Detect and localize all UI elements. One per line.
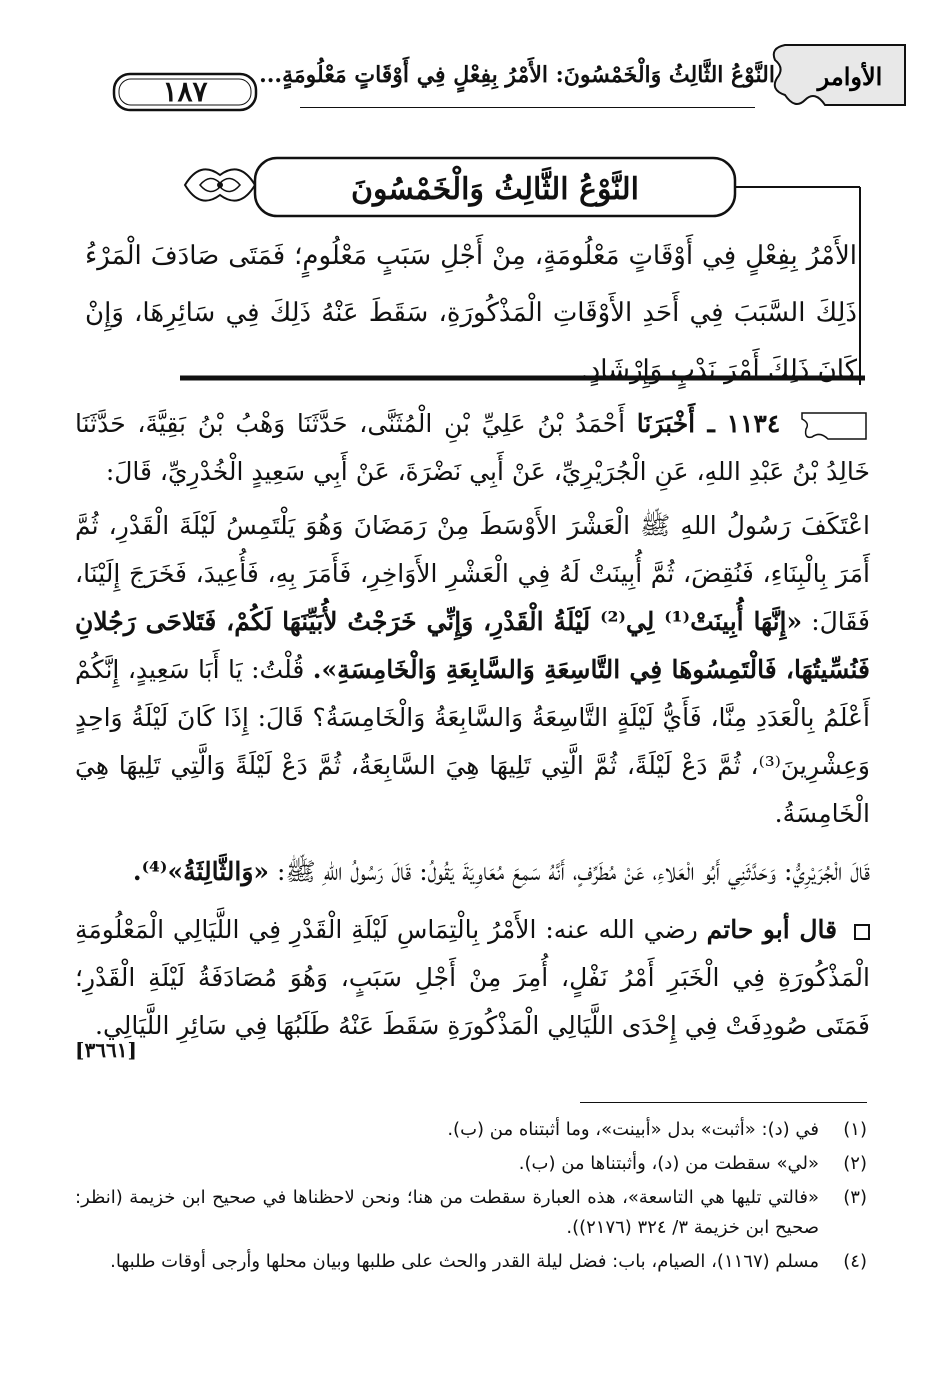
prophetic-quote: «إِنَّهَا أُبِينَتْ⁽¹⁾ لِي⁽²⁾ لَيْلَةُ الْقَدْرِ، وَإِنِّي خَرَجْتُ لأُبَيِّنَهَا لَكُمْ، فَتَلاحَى رَجُلانِ فَنُسِّيتُهَا، فَالْتَمِسُوهَا فِي التَّاسِعَةِ وَالسَّابِعَةِ وَالْخَامِسَةِ».: [75, 607, 870, 684]
matn-part-b: قُلْتُ: يَا أَبَا سَعِيدٍ، إِنَّكُمْ أَعْلَمُ بِالْعَدَدِ مِنَّا، فَأَيُّ لَيْلَةٍ التَّاسِعَةُ وَالسَّابِعَةُ وَالْخَامِسَةُ؟ قَالَ: إِذَا كَانَ لَيْلَةُ وَاحِدٍ وَعِشْرِينَ⁽³⁾، ثُمَّ دَعْ لَيْلَةً، ثُمَّ الَّتِي تَلِيهَا هِيَ السَّابِعَةُ، ثُمَّ دَعْ لَيْلَةً وَالَّتِي تَلِيهَا هِيَ الْخَامِسَةُ.: [75, 655, 870, 828]
header-rule: [300, 107, 755, 108]
footnote-text: في (د): «أثبت» بدل «أبينت»، وما أثبتناه من (ب).: [447, 1119, 819, 1140]
square-marker-icon: [854, 924, 870, 940]
hadith-paragraph-second-chain: [75, 848, 870, 896]
running-title: النَّوْعُ الثَّالِثُ وَالْخَمْسُونَ: الأَمْرُ بِفِعْلٍ فِي أَوْقَاتٍ مَعْلُومَةٍ...: [259, 62, 775, 88]
hadith-marker-icon: [798, 409, 870, 443]
hadith-reference-number: [٣٦٦١]: [75, 1038, 137, 1062]
main-text: [75, 400, 870, 1050]
chapter-box: [75, 150, 865, 385]
footnote-text: مسلم (١١٦٧)، الصيام، باب: فضل ليلة القدر والحث على طلبها وبيان محلها وأرجى أوقات طلبها.: [110, 1251, 819, 1272]
footnote-text: «لي» سقطت من (د)، وأثبتناها من (ب).: [518, 1153, 819, 1174]
page-number-frame: [110, 70, 260, 114]
footnote-item: [75, 1247, 867, 1277]
page-number: ١٨٧: [162, 75, 208, 108]
footnotes: [75, 1115, 867, 1281]
footnote-number: (٤): [843, 1251, 867, 1272]
hadith-paragraph-isnad: [75, 400, 870, 496]
commentary-paragraph: [75, 906, 870, 1050]
chapter-description: الأَمْرُ بِفِعْلٍ فِي أَوْقَاتٍ مَعْلُومَةٍ، مِنْ أَجْلِ سَبَبٍ مَعْلُومٍ؛ فَمَتَى صَادَفَ الْمَرْءُ ذَلِكَ السَّبَبَ فِي أَحَدِ الأَوْقَاتِ الْمَذْكُورَةِ، سَقَطَ عَنْهُ ذَلِكَ فِي سَائِرِهَا، وَإِنْ كَانَ ذَلِكَ أَمْرَ نَدْبٍ وَإِرْشَادٍ.: [85, 241, 857, 385]
chapter-title: النَّوْعُ الثَّالِثُ وَالْخَمْسُونَ: [350, 172, 640, 207]
footnote-item: [75, 1149, 867, 1179]
hadith-number: ١١٣٤: [726, 409, 781, 438]
footnote-item: [75, 1183, 867, 1243]
running-header: [80, 40, 905, 110]
second-quote: «وَالثَّالِثَةُ»⁽⁴⁾.: [132, 857, 270, 886]
footnote-number: (١): [843, 1119, 867, 1140]
commentary-lead: قال أبو حاتم: [706, 915, 838, 944]
footnote-text: «فالتي تليها هي التاسعة»، هذه العبارة سقطت من هنا؛ ونحن لاحظناها في صحيح ابن خزيمة (انظر: صحيح ابن خزيمة ٣/ ٣٢٤ (٢١٧٦)).: [75, 1187, 819, 1238]
commentary-text: رضي الله عنه: الأَمْرُ بِالْتِمَاسِ لَيْلَةِ الْقَدْرِ فِي اللَّيَالِي الْمَعْلُومَةِ الْمَذْكُورَةِ فِي الْخَبَرِ أَمْرُ نَفْلٍ، أُمِرَ مِنْ أَجْلِ سَبَبٍ، وَهُوَ مُصَادَفَةُ لَيْلَةِ الْقَدْرِ؛ فَمَتَى صُودِفَتْ فِي إِحْدَى اللَّيَالِي الْمَذْكُورَةِ سَقَطَ عَنْهُ طَلَبُهَا فِي سَائِرِ اللَّيَالِي.: [75, 915, 870, 1040]
second-chain-text: قَالَ الْجُرَيْرِيُّ: وَحَدَّثَنِي أَبُو الْعَلاءِ، عَنْ مُطَرِّفٍ، أَنَّهُ سَمِعَ مُعَاوِيَةَ يَقُولُ: قَالَ رَسُولُ اللهِ ﷺ:: [277, 857, 870, 886]
footnote-item: [75, 1115, 867, 1145]
hadith-paragraph-matn: [75, 502, 870, 838]
matn-part-a: اعْتَكَفَ رَسُولُ اللهِ ﷺ الْعَشْرَ الأَوْسَطَ مِنْ رَمَضَانَ وَهُوَ يَلْتَمِسُ لَيْلَةَ الْقَدْرِ، ثُمَّ أَمَرَ بِالْبِنَاءِ، فَنُقِضَ، ثُمَّ أُبِينَتْ لَهُ فِي الْعَشْرِ الأَوَاخِرِ، فَأَمَرَ بِهِ، فَأُعِيدَ، فَخَرَجَ إِلَيْنَا، فَقَالَ:: [75, 511, 870, 636]
arabesque-ornament-icon: [180, 155, 260, 215]
footnote-number: (٣): [843, 1187, 867, 1208]
isnad-lead: ـ أَخْبَرَنَا: [636, 409, 715, 438]
footnote-number: (٢): [843, 1153, 867, 1174]
ornament-text: الأوامر: [817, 62, 883, 91]
footnote-rule: [580, 1102, 867, 1103]
puzzle-ornament-icon: [765, 40, 915, 110]
isnad-text: أَحْمَدُ بْنُ عَلِيِّ بْنِ الْمُثَنَّى، حَدَّثَنَا وَهْبُ بْنُ بَقِيَّةَ، حَدَّثَنَا خَالِدُ بْنُ عَبْدِ اللهِ، عَنِ الْجُرَيْرِيِّ، عَنْ أَبِي نَضْرَةَ، عَنْ أَبِي سَعِيدٍ الْخُدْرِيِّ، قَالَ:: [75, 409, 870, 486]
